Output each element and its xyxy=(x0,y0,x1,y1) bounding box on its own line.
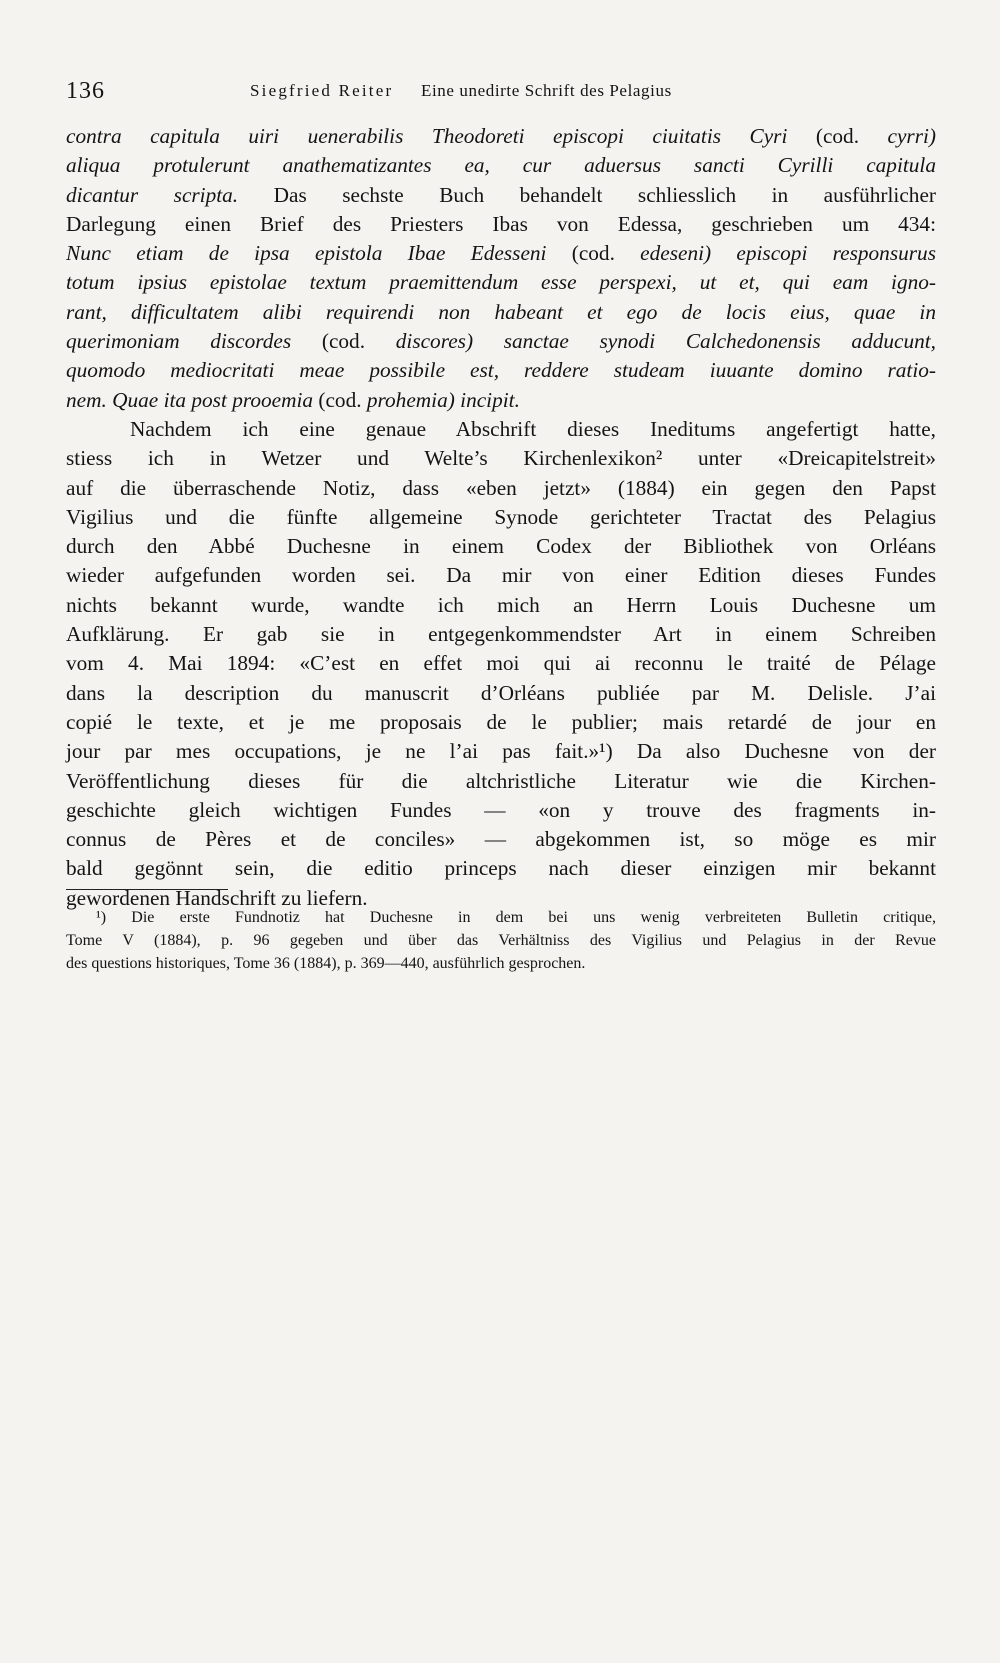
footnote-line: Tome V (1884), p. 96 gegeben und über das Verhältniss des Vigilius und Pelagius in der Revue xyxy=(66,932,936,949)
italic-segment: edeseni) episcopi responsurus xyxy=(640,241,936,266)
text-line xyxy=(66,298,936,327)
text-line: Vigilius und die fünfte allgemeine Synode gerichteter Tractat des Pelagius xyxy=(66,504,936,529)
text-line xyxy=(66,151,936,180)
text-line: dans la description du manuscrit d’Orléans publiée par M. Delisle. J’ai xyxy=(66,680,936,705)
roman-segment: (cod. xyxy=(313,387,367,412)
text-line xyxy=(66,268,936,297)
text-line xyxy=(66,356,936,385)
text-line xyxy=(66,181,936,210)
text-line: copié le texte, et je me proposais de le publier; mais retardé de jour en xyxy=(66,709,936,734)
running-head-author: Siegfried Reiter xyxy=(250,81,394,100)
text-line: durch den Abbé Duchesne in einem Codex der Bibliothek von Orléans xyxy=(66,534,936,559)
roman-segment: (cod. xyxy=(546,241,641,266)
roman-segment: (cod. xyxy=(291,329,396,354)
italic-segment: contra capitula uiri uenerabilis Theodoreti episcopi ciuitatis Cyri xyxy=(66,124,788,148)
text-line: jour par mes occupations, je ne l’ai pas fait.»¹) Da also Duchesne von der xyxy=(66,739,936,764)
body-text xyxy=(66,122,936,913)
italic-segment: aliqua protulerunt anathematizantes ea, cur aduersus sancti Cyrilli capitula xyxy=(66,153,936,178)
text-line: connus de Pères et de conciles» — abgekommen ist, so möge es mir xyxy=(66,827,936,852)
text-line xyxy=(66,122,936,151)
text-line: Nachdem ich eine genaue Abschrift dieses Ineditums angefertigt hatte, xyxy=(130,416,936,441)
text-line: stiess ich in Wetzer und Welte’s Kirchenlexikon² unter «Dreicapitelstreit» xyxy=(66,446,936,471)
bleed-through-lower xyxy=(60,920,950,1640)
footnote xyxy=(66,906,936,975)
paragraph-discovery-account xyxy=(66,415,936,913)
text-line: nichts bekannt wurde, wandte ich mich an Herrn Louis Duchesne um xyxy=(66,592,936,617)
running-head xyxy=(66,78,936,108)
text-line: Aufklärung. Er gab sie in entgegenkommendster Art in einem Schreiben xyxy=(66,622,936,647)
text-line: vom 4. Mai 1894: «C’est en effet moi qui ai reconnu le traité de Pélage xyxy=(66,651,936,676)
italic-segment: quomodo mediocritati meae possibile est, reddere studeam iuuante domino ratio- xyxy=(66,358,936,383)
text-line: Veröffentlichung dieses für die altchristliche Literatur wie die Kirchen- xyxy=(66,768,936,793)
footnote-line: ¹) Die erste Fundnotiz hat Duchesne in dem bei uns wenig verbreiteten Bulletin critique, xyxy=(96,909,936,926)
text-line: geschichte gleich wichtigen Fundes — «on y trouve des fragments in- xyxy=(66,797,936,822)
italic-segment: prohemia) incipit. xyxy=(366,387,520,412)
italic-segment: Nunc etiam de ipsa epistola Ibae Edesseni xyxy=(66,241,547,266)
footnote-line: des questions historiques, Tome 36 (1884), p. 369—440, ausführlich gesprochen. xyxy=(66,955,586,972)
roman-segment: Darlegung einen Brief des Priesters Ibas von Edessa, geschrieben um 434: xyxy=(66,211,936,236)
roman-segment: Das sechste Buch behandelt schliesslich in ausführlicher xyxy=(238,182,936,207)
running-head-title: Eine unedirte Schrift des Pelagius xyxy=(421,81,672,100)
roman-segment: (cod. xyxy=(787,124,888,148)
italic-segment: querimoniam discordes xyxy=(66,329,292,354)
italic-segment: totum ipsius epistolae textum praemittendum esse perspexi, ut et, qui eam igno- xyxy=(66,270,936,295)
footnote-separator xyxy=(66,889,228,890)
text-line xyxy=(66,327,936,356)
text-line xyxy=(66,386,936,415)
italic-segment: discores) sanctae synodi Calchedonensis adducunt, xyxy=(395,329,936,354)
text-line xyxy=(66,210,936,239)
italic-segment: rant, difficultatem alibi requirendi non habeant et ego de locis eius, quae in xyxy=(66,299,936,324)
text-line: bald gegönnt sein, die editio princeps nach dieser einzigen mir bekannt xyxy=(66,856,936,881)
text-line xyxy=(66,239,936,268)
text-line: auf die überraschende Notiz, dass «eben jetzt» (1884) ein gegen den Papst xyxy=(66,475,936,500)
page-number: 136 xyxy=(66,78,105,104)
italic-segment: nem. Quae ita post prooemia xyxy=(66,387,314,412)
text-line: gewordenen Handschrift zu liefern. xyxy=(66,885,368,910)
italic-segment: dicantur scripta. xyxy=(66,182,239,207)
text-line: wieder aufgefunden worden sei. Da mir von einer Edition dieses Fundes xyxy=(66,563,936,588)
paragraph-latin-citation xyxy=(66,122,936,415)
italic-segment: cyrri) xyxy=(887,124,936,148)
